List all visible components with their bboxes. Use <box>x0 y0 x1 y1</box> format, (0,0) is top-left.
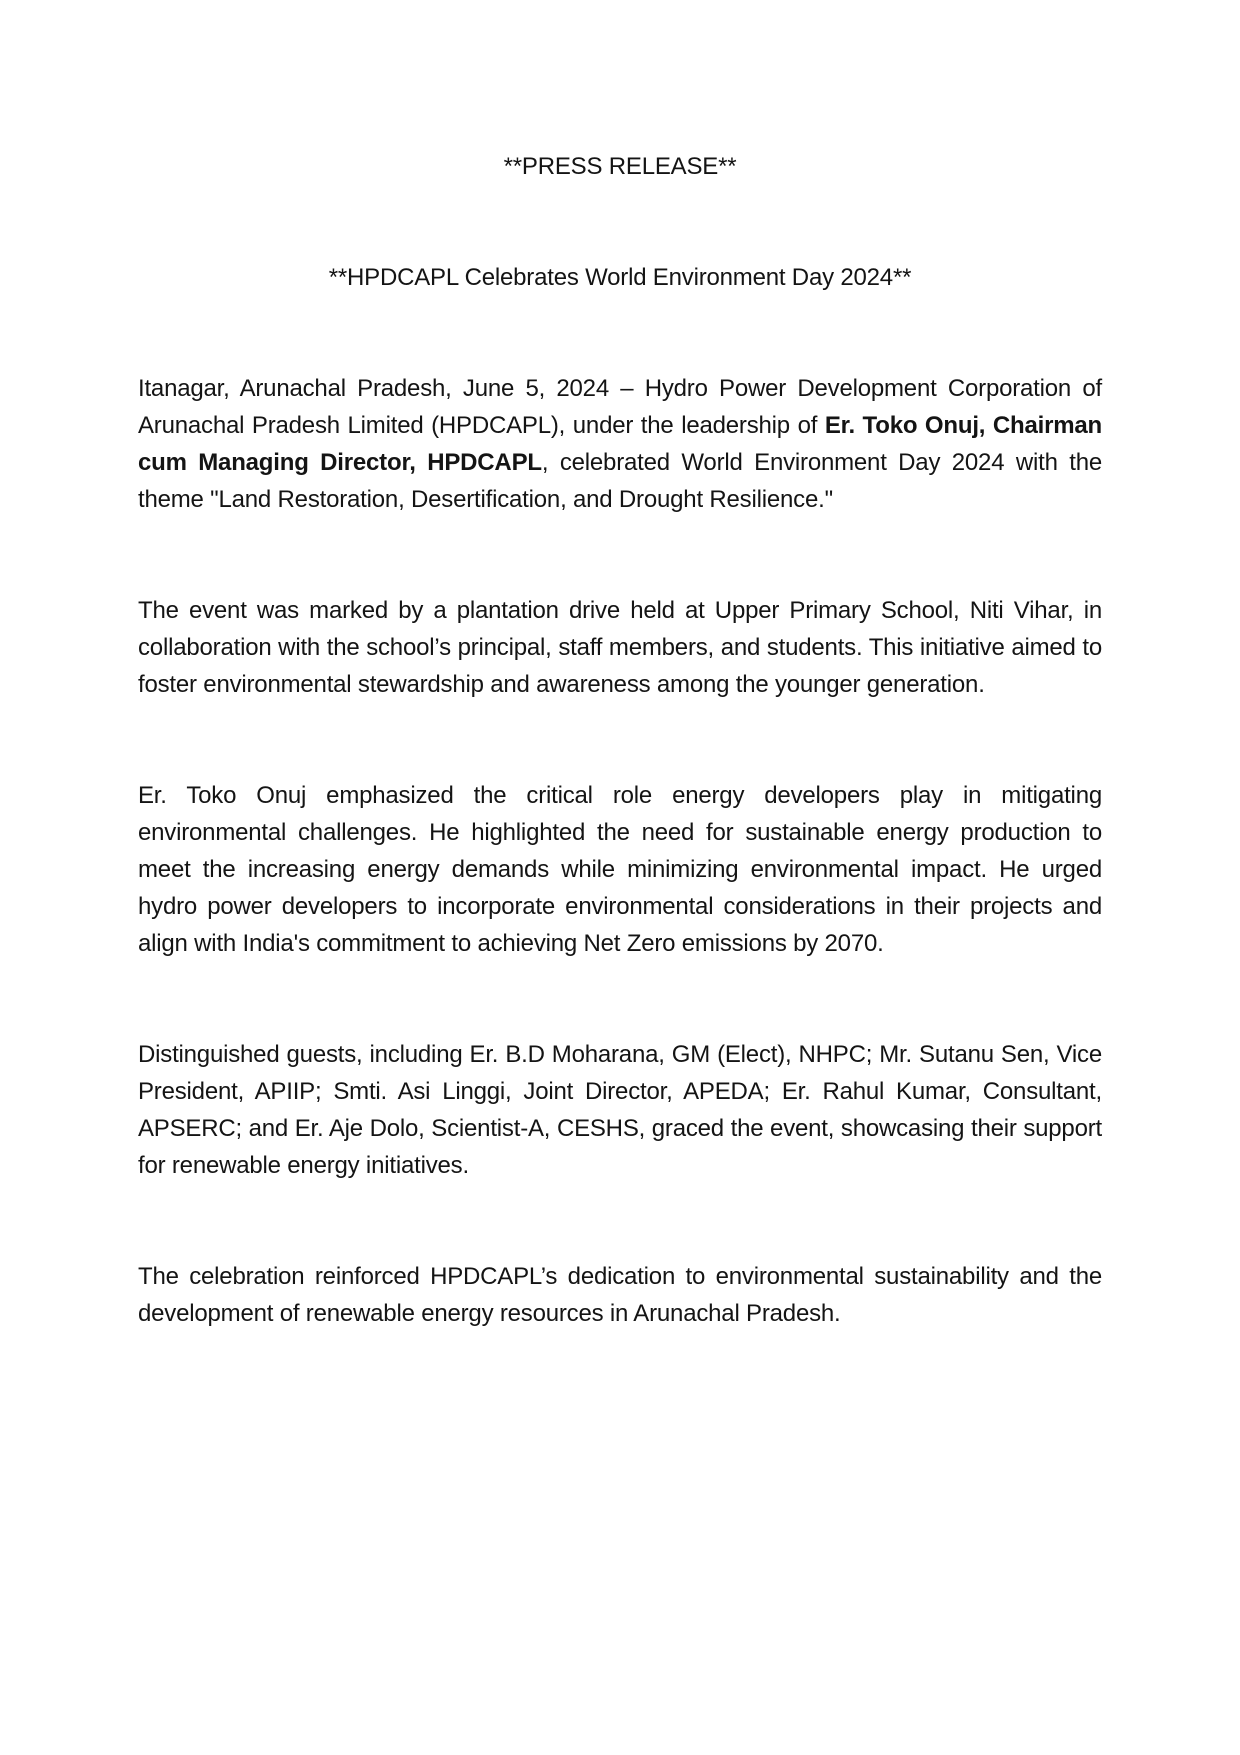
paragraph-speech: Er. Toko Onuj emphasized the critical role energy developers play in mitigating environmental challenges. He highlighted the need for sustainable energy production to meet the increasing energy demands while minimizing environmental impact. He urged hydro power developers to incorporate environmental considerations in their projects and align with India's commitment to achieving Net Zero emissions by 2070. <box>138 782 1102 957</box>
paragraph-event: The event was marked by a plantation drive held at Upper Primary School, Niti Vihar, in collaboration with the school’s principal, staff members, and students. This initiative aimed to foster environmental stewardship and awareness among the younger generation. <box>138 597 1102 698</box>
paragraph-guests: Distinguished guests, including Er. B.D Moharana, GM (Elect), NHPC; Mr. Sutanu Sen, Vice President, APIIP; Smti. Asi Linggi, Joint Director, APEDA; Er. Rahul Kumar, Consultant, APSERC; and Er. Aje Dolo, Scientist-A, CESHS, graced the event, showcasing their support for renewable energy initiatives. <box>138 1041 1102 1179</box>
paragraph-dateline <box>138 370 1102 518</box>
document-title: **HPDCAPL Celebrates World Environment Day 2024** <box>328 264 912 291</box>
document-header: **PRESS RELEASE** <box>503 153 737 180</box>
paragraph-dateline-lead: Itanagar, Arunachal Pradesh, June 5, 2024 – Hydro Power Development Corporation of Arunachal Pradesh Limited (HPDCAPL), under the leadership of <box>138 375 1102 439</box>
paragraph-closing: The celebration reinforced HPDCAPL’s dedication to environmental sustainability and the development of renewable energy resources in Arunachal Pradesh. <box>138 1263 1102 1327</box>
paragraph-dateline-rest: , celebrated World Environment Day 2024 with the theme "Land Restoration, Desertification, and Drought Resilience." <box>138 449 1102 513</box>
chairman-name-bold: Er. Toko Onuj, Chairman cum Managing Director, HPDCAPL <box>138 412 1102 476</box>
